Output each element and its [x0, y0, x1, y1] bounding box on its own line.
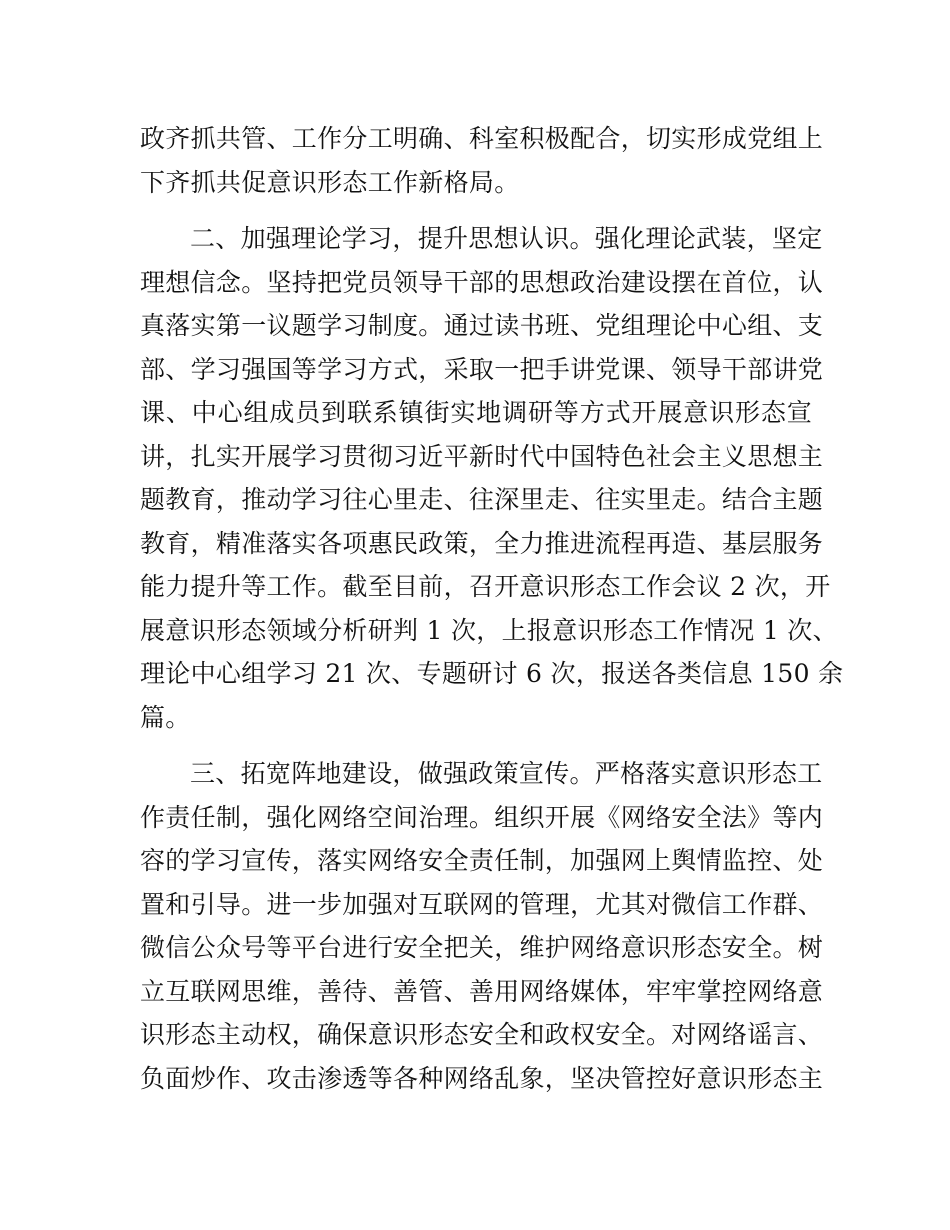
text-line: 置和引导。进一步加强对互联网的管理，尤其对微信工作群、 [140, 889, 824, 919]
text-line: 能力提升等工作。截至目前，召开意识形态工作会议 2 次，开 [140, 572, 831, 601]
text-line: 理想信念。坚持把党员领导干部的思想政治建设摆在首位，认 [140, 267, 824, 297]
text-line: 立互联网思维，善待、善管、善用网络媒体，牢牢掌控网络意 [140, 976, 824, 1006]
paragraph-3 [140, 752, 824, 1100]
text-line: 识形态主动权，确保意识形态安全和政权安全。对网络谣言、 [140, 1020, 824, 1049]
document-page [140, 117, 844, 1100]
text-line: 部、学习强国等学习方式，采取一把手讲党课、领导干部讲党 [140, 354, 824, 384]
text-line: 理论中心组学习 21 次、专题研讨 6 次，报送各类信息 150 余 [140, 659, 844, 688]
text-line: 容的学习宣传，落实网络安全责任制，加强网上舆情监控、处 [140, 846, 824, 875]
paragraph-2 [140, 217, 844, 739]
text-line: 二、加强理论学习，提升思想认识。强化理论武装，坚定 [190, 224, 823, 253]
text-line: 下齐抓共促意识形态工作新格局。 [140, 167, 520, 197]
text-line: 真落实第一议题学习制度。通过读书班、党组理论中心组、支 [140, 311, 824, 340]
paragraph-1 [140, 117, 824, 204]
text-line: 作责任制，强化网络空间治理。组织开展《网络安全法》等内 [140, 802, 824, 832]
text-line: 政齐抓共管、工作分工明确、科室积极配合，切实形成党组上 [140, 124, 824, 153]
text-line: 三、拓宽阵地建设，做强政策宣传。严格落实意识形态工 [190, 759, 823, 788]
text-line: 题教育，推动学习往心里走、往深里走、往实里走。结合主题 [140, 485, 824, 514]
text-line: 教育，精准落实各项惠民政策，全力推进流程再造、基层服务 [140, 528, 824, 558]
text-line: 负面炒作、攻击渗透等各种网络乱象，坚决管控好意识形态主 [140, 1063, 824, 1093]
text-line: 讲，扎实开展学习贯彻习近平新时代中国特色社会主义思想主 [140, 441, 824, 471]
text-line: 展意识形态领域分析研判 1 次，上报意识形态工作情况 1 次、 [140, 615, 838, 645]
text-line: 课、中心组成员到联系镇街实地调研等方式开展意识形态宣 [140, 398, 812, 427]
text-line: 篇。 [140, 702, 191, 732]
text-line: 微信公众号等平台进行安全把关，维护网络意识形态安全。树 [140, 933, 824, 962]
